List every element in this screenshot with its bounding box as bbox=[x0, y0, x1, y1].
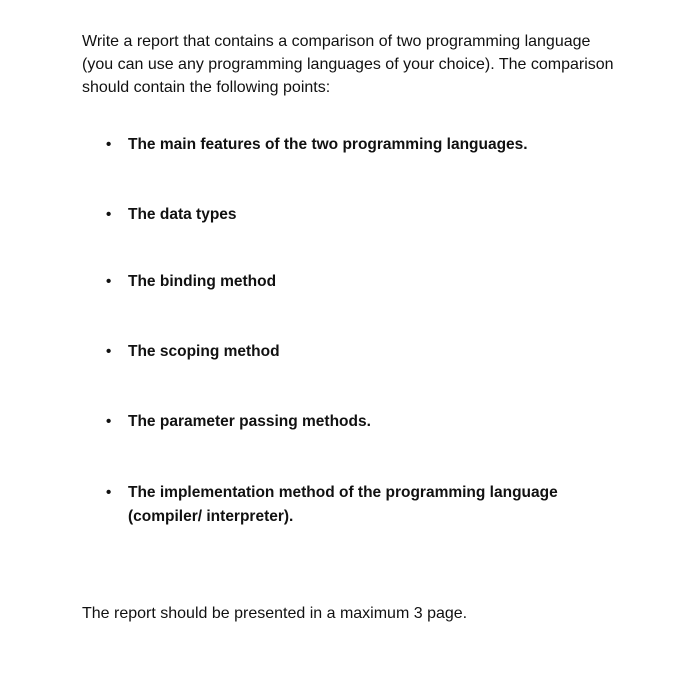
requirement-item-implementation-method bbox=[106, 481, 626, 529]
bullet-icon: • bbox=[106, 413, 112, 430]
intro-paragraph bbox=[82, 30, 642, 99]
intro-line: should contain the following points: bbox=[82, 79, 331, 96]
requirement-line: The parameter passing methods. bbox=[128, 413, 371, 430]
requirement-line: (compiler/ interpreter). bbox=[128, 508, 294, 525]
requirement-line: The implementation method of the programming language bbox=[128, 484, 558, 501]
requirement-line: The scoping method bbox=[128, 343, 280, 360]
requirement-line: The data types bbox=[128, 206, 237, 223]
requirement-text bbox=[128, 133, 626, 157]
bullet-icon: • bbox=[106, 206, 112, 223]
requirement-line: The binding method bbox=[128, 273, 277, 290]
bullet-icon: • bbox=[106, 273, 112, 290]
intro-line: (you can use any programming languages of your choice). The comparison bbox=[82, 56, 614, 73]
requirement-item-data-types bbox=[106, 203, 626, 227]
requirement-item-main-features bbox=[106, 133, 626, 157]
requirement-item-parameter-passing bbox=[106, 410, 626, 434]
requirement-text bbox=[128, 270, 626, 294]
requirement-text bbox=[128, 410, 626, 434]
requirement-text bbox=[128, 203, 626, 227]
bullet-icon: • bbox=[106, 343, 112, 360]
requirement-text bbox=[128, 340, 626, 364]
requirement-line: The main features of the two programming languages. bbox=[128, 136, 528, 153]
requirement-text bbox=[128, 481, 626, 529]
requirement-item-binding-method bbox=[106, 270, 626, 294]
closing-sentence: The report should be presented in a maximum 3 page. bbox=[82, 605, 468, 622]
bullet-icon: • bbox=[106, 136, 112, 153]
intro-line: Write a report that contains a comparison of two programming language bbox=[82, 33, 591, 50]
bullet-icon: • bbox=[106, 484, 112, 501]
requirement-item-scoping-method bbox=[106, 340, 626, 364]
